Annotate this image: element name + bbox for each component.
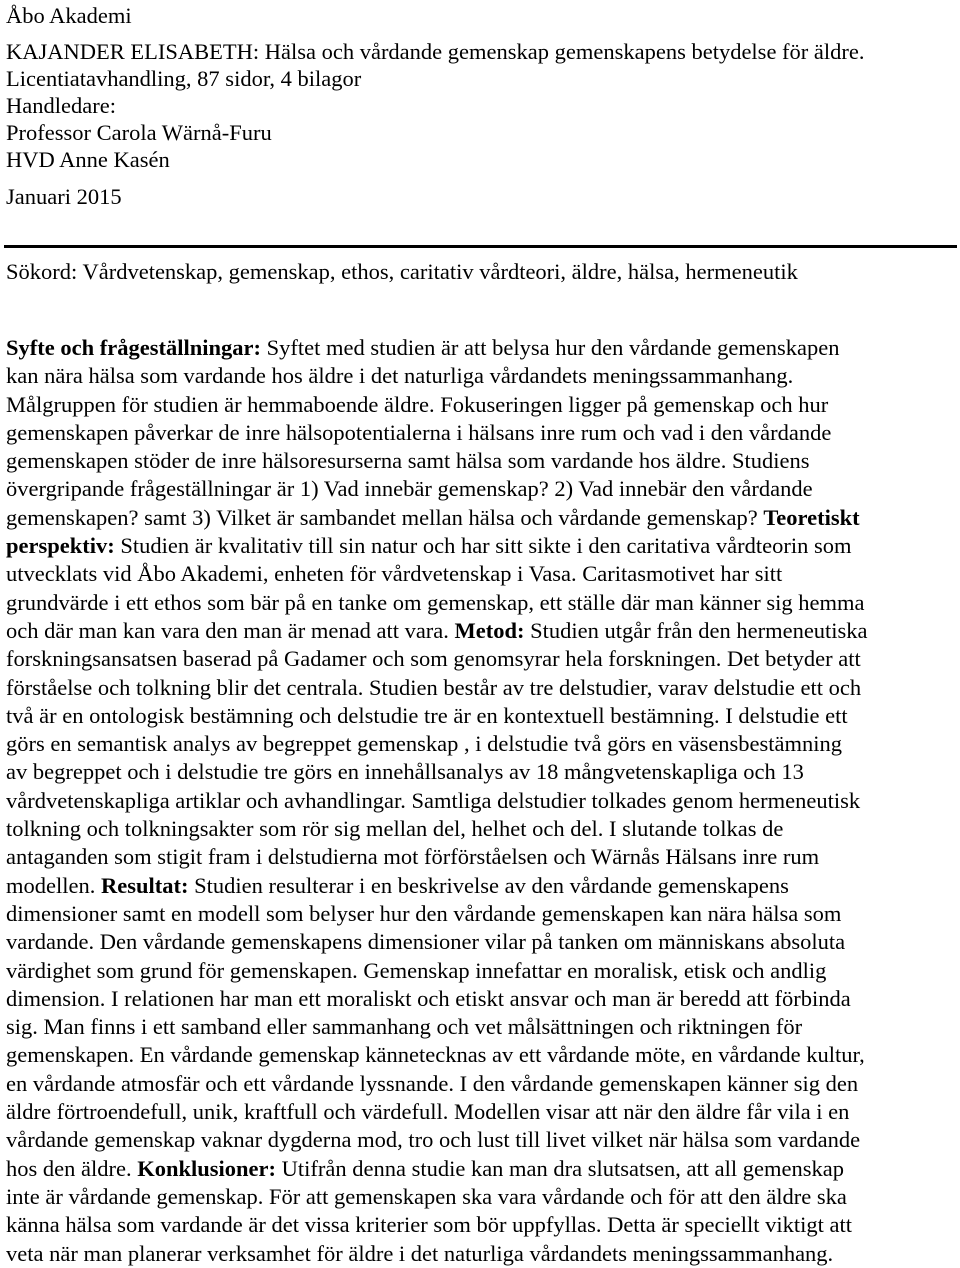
purpose-text: Syftet med studien är att belysa hur den vårdande gemenskapen kan nära hälsa som vardande hos äldre i det naturliga vårdandets meningssammanhang. Målgruppen för studien är hemmaboende äldre. Fokuseringen ligger på gemenskap och hur gemenskapen påverkar de inre hälsopotentialerna i hälsans inre rum och vad i den vårdande gemenskapen stöder de inre hälsoresurserna samt hälsa som vardande hos äldre. Studiens övergripande frågeställningar är 1) Vad innebär gemenskap? 2) Vad innebär den vårdande gemenskapen? samt 3) Vilket är sambandet mellan hälsa och vårdande gemenskap? bbox=[6, 335, 840, 530]
horizontal-rule bbox=[4, 245, 957, 248]
document-header bbox=[6, 0, 956, 210]
supervisors-label: Handledare: bbox=[6, 93, 116, 118]
method-text: Studien utgår från den hermeneutiska forskningsansatsen baserad på Gadamer och som genomsyrar hela forskningen. Det betyder att förståelse och tolkning blir det centrala. Studien består av tre delstudier, varav delstudie ett och två är en ontologisk bestämning och delstudie tre är en kontextuell bestämning. I delstudie ett görs en semantisk analys av begreppet gemenskap , i delstudie två görs en väsensbestämning av begreppet och i delstudie tre görs en innehållsanalys av 18 mångvetenskapliga och 13 vårdvetenskapliga artiklar och avhandlingar. Samtliga delstudier tolkades genom hermeneutisk tolkning och tolkningsakter som rör sig mellan del, helhet och del. I slutande tolkas de antaganden som stigit fram i delstudierna mot förförståelsen och Wärnås Hälsans inre rum modellen. bbox=[6, 617, 868, 898]
theory-label: Teoretiskt perspektiv: bbox=[6, 504, 860, 559]
publication-date: Januari 2015 bbox=[6, 184, 122, 209]
supervisor-2: HVD Anne Kasén bbox=[6, 147, 170, 172]
result-text: Studien resulterar i en beskrivelse av den vårdande gemenskapens dimensioner samt en modell som belyser hur den vårdande gemenskapen kan nära hälsa som vardande. Den vårdande gemenskapens dimensioner vilar på tanken om människans absoluta värdighet som grund för gemenskapen. Gemenskap innefattar en moralisk, etisk och andlig dimension. I relationen har man ett moraliskt och etiskt ansvar och man är beredd att förbinda sig. Man finns i ett samband eller sammanhang och vet målsättningen och riktningen för gemenskapen. En vårdande gemenskap kännetecknas av ett vårdande möte, en vårdande kultur, en vårdande atmosfär och ett vårdande lyssnande. I den vårdande gemenskapen känner sig den äldre förtroendefull, unik, kraftfull och värdefull. Modellen visar att när den äldre får vila i en vårdande gemenskap vaknar dygderna mod, tro och lust till livet vilket när hälsa som vardande hos den äldre. bbox=[6, 872, 865, 1181]
university-name: Åbo Akademi bbox=[6, 3, 132, 28]
purpose-label: Syfte och frågeställningar: bbox=[6, 335, 261, 360]
conclusion-text: Utifrån denna studie kan man dra slutsatsen, att all gemenskap inte är vårdande gemenskap. För att gemenskapen ska vara vårdande och för att den äldre ska känna hälsa som vardande är det vissa kriterier som bör uppfyllas. Detta är speciellt viktigt att veta när man planerar verksamhet för äldre i det naturliga vårdandets meningssammanhang. bbox=[6, 1155, 852, 1266]
theory-text: Studien är kvalitativ till sin natur och har sitt sikte i den caritativa vårdteorin som utvecklats vid Åbo Akademi, enheten för vårdvetenskap i Vasa. Caritasmotivet har sitt grundvärde i ett ethos som bär på en tanke om gemenskap, ett ställe där man känner sig hemma och där man kan vara den man är menad att vara. bbox=[6, 533, 865, 643]
abstract-body bbox=[6, 334, 956, 1268]
result-label: Resultat: bbox=[100, 872, 189, 898]
method-label: Metod: bbox=[454, 617, 525, 643]
author-title: KAJANDER ELISABETH: Hälsa och vårdande gemenskap gemenskapens betydelse för äldre. bbox=[6, 39, 865, 64]
thesis-info: Licentiatavhandling, 87 sidor, 4 bilagor bbox=[6, 66, 362, 91]
keywords-line: Sökord: Vårdvetenskap, gemenskap, ethos, caritativ vårdteori, äldre, hälsa, hermeneutik bbox=[6, 259, 798, 284]
conclusion-label: Konklusioner: bbox=[137, 1155, 276, 1181]
supervisor-1: Professor Carola Wärnå-Furu bbox=[6, 120, 272, 145]
